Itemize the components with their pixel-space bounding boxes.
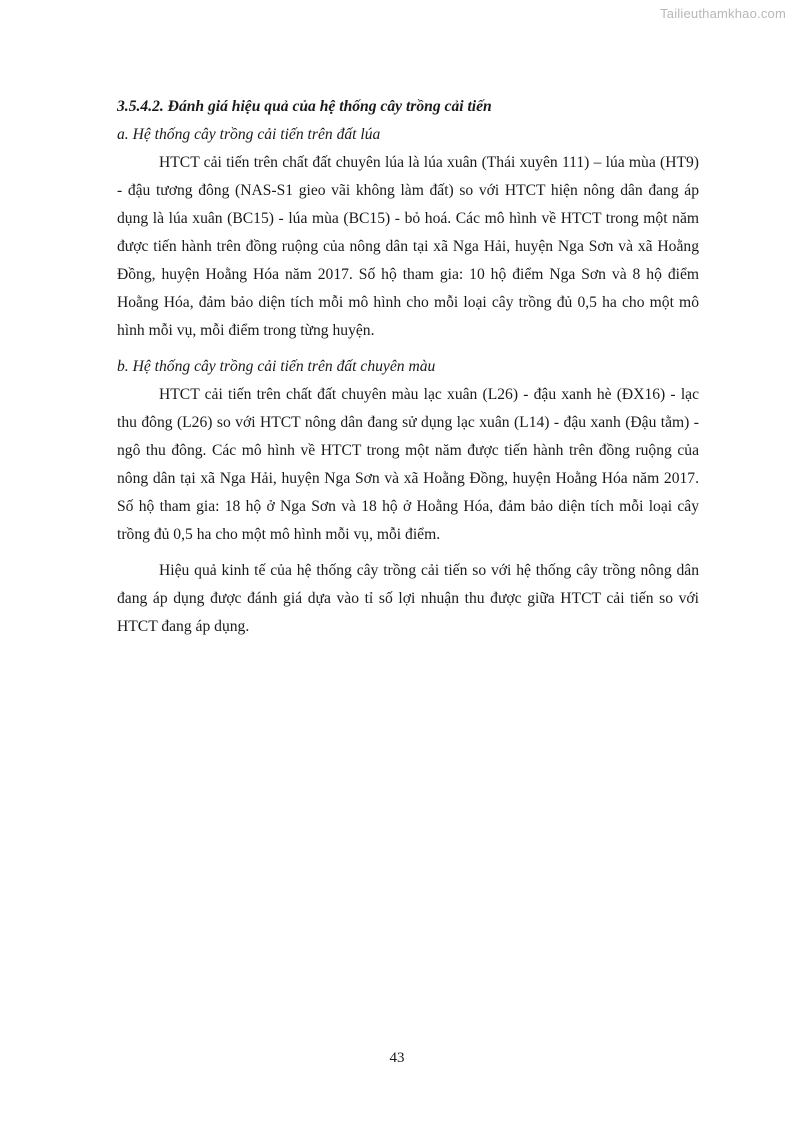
subsection-a-paragraph: HTCT cải tiến trên chất đất chuyên lúa là lúa xuân (Thái xuyên 111) – lúa mùa (HT9) - đậu tương đông (NAS-S1 gieo vãi không làm đất) so với HTCT hiện nông dân đang áp dụng là lúa xuân (BC15) - lúa mùa (BC15) - bỏ hoá. Các mô hình về HTCT trong một năm được tiến hành trên đồng ruộng của nông dân tại xã Nga Hải, huyện Nga Sơn và xã Hoằng Đồng, huyện Hoằng Hóa năm 2017. Số hộ tham gia: 10 hộ điểm Nga Sơn và 8 hộ điểm Hoằng Hóa, đảm bảo diện tích mỗi mô hình cho mỗi loại cây trồng đủ 0,5 ha cho một mô hình mỗi vụ, mỗi điểm trong từng huyện. bbox=[117, 154, 699, 339]
watermark-text: Tailieuthamkhao.com bbox=[660, 6, 786, 21]
closing-paragraph: Hiệu quả kinh tế của hệ thống cây trồng cải tiến so với hệ thống cây trồng nông dân đang áp dụng được đánh giá dựa vào tỉ số lợi nhuận thu được giữa HTCT cải tiến so với HTCT đang áp dụng. bbox=[117, 562, 699, 635]
document-body bbox=[117, 93, 699, 649]
page-number: 43 bbox=[389, 1050, 405, 1066]
subsection-a-title: a. Hệ thống cây trồng cải tiến trên đất lúa bbox=[117, 126, 381, 143]
section-title: 3.5.4.2. Đánh giá hiệu quả của hệ thống cây trồng cải tiến bbox=[117, 98, 492, 115]
subsection-b-title: b. Hệ thống cây trồng cải tiến trên đất chuyên màu bbox=[117, 358, 436, 375]
subsection-b-paragraph: HTCT cải tiến trên chất đất chuyên màu lạc xuân (L26) - đậu xanh hè (ĐX16) - lạc thu đông (L26) so với HTCT nông dân đang sử dụng lạc xuân (L14) - đậu xanh (Đậu tằm) - ngô thu đông. Các mô hình về HTCT trong một năm được tiến hành trên đồng ruộng của nông dân tại xã Nga Hải, huyện Nga Sơn và xã Hoằng Đồng, huyện Hoằng Hóa năm 2017. Số hộ tham gia: 18 hộ ở Nga Sơn và 18 hộ ở Hoằng Hóa, đảm bảo diện tích mỗi loại cây trồng đủ 0,5 ha cho một mô hình mỗi vụ, mỗi điểm. bbox=[117, 386, 699, 543]
